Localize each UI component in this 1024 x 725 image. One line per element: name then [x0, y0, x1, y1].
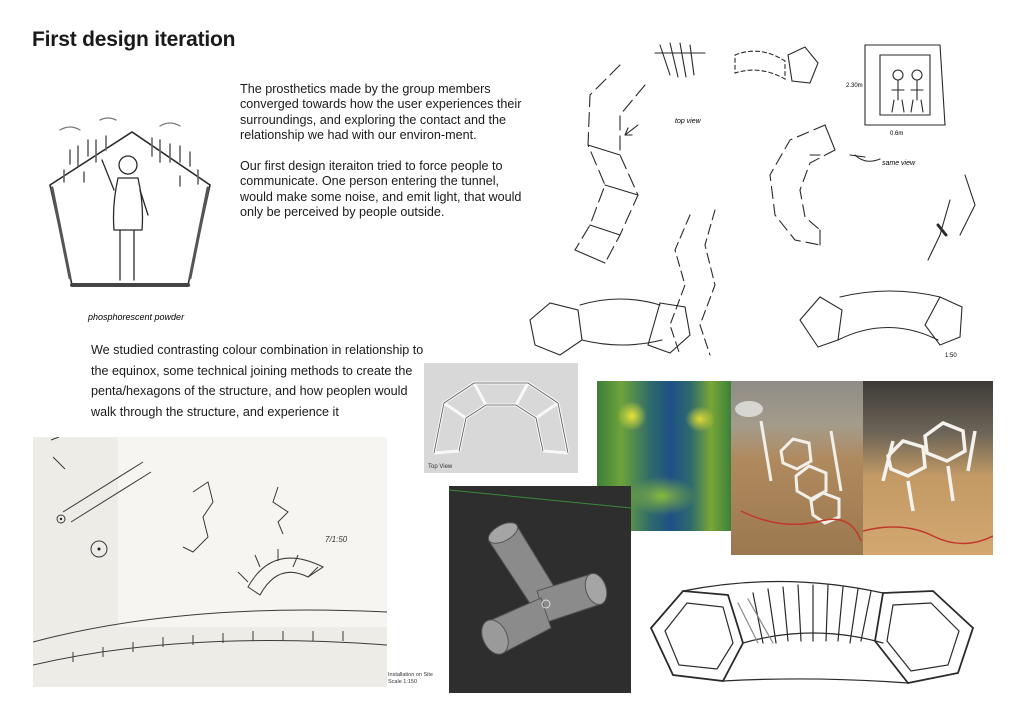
svg-text:7/1:50: 7/1:50: [325, 535, 348, 544]
page-title: First design iteration: [32, 28, 236, 51]
study-text: We studied contrasting colour combination in relationship to the equinox, some technical joining methods to create the penta/hexagons of the structure, and how peoplen would walk through the structure, and experience it: [91, 343, 424, 419]
intro-paragraph-1: The prosthetics made by the group members converged towards how the user experiences their surroundings, and exploring the contact and the relationship we had with our environ-ment.: [240, 82, 522, 142]
topview-caption: Top View: [428, 464, 453, 470]
scale-note: 1:50: [945, 353, 957, 359]
model-photo-2: [863, 381, 993, 555]
tunnel-sketches: [520, 35, 990, 370]
intro-text: [240, 82, 525, 236]
same-view-note: same view: [882, 160, 916, 167]
dim-height: 2.30m: [846, 83, 863, 89]
dim-width: 0.6m: [890, 131, 904, 137]
site-plan-photo: [33, 437, 387, 687]
model-photo-1: [731, 381, 863, 555]
site-plan-drawing: [33, 437, 387, 687]
hexagon-tunnel-sketch: [643, 573, 983, 698]
site-caption-title: Installation on Site: [388, 672, 433, 678]
heat-spot: [685, 406, 715, 432]
site-caption-scale: Scale 1:150: [388, 679, 418, 685]
heat-spot: [627, 476, 697, 516]
topview-render: [424, 363, 578, 473]
topview-wireframe: [424, 363, 578, 473]
figure-caption: phosphorescent powder: [88, 312, 185, 322]
joint-render: [449, 486, 631, 693]
intro-paragraph-2: Our first design iteraiton tried to force people to communicate. One person entering the tunnel, would make some noise, and emit light, that would only be perceived by people outside.: [240, 159, 522, 220]
model-photo-2-shapes: [863, 381, 993, 555]
model-photo-1-shapes: [731, 381, 863, 555]
site-caption: [388, 672, 433, 686]
joint-render-shapes: [449, 486, 631, 693]
figure-sketch: [40, 110, 225, 330]
heat-spot: [617, 401, 647, 431]
map-note: top view: [675, 118, 701, 125]
